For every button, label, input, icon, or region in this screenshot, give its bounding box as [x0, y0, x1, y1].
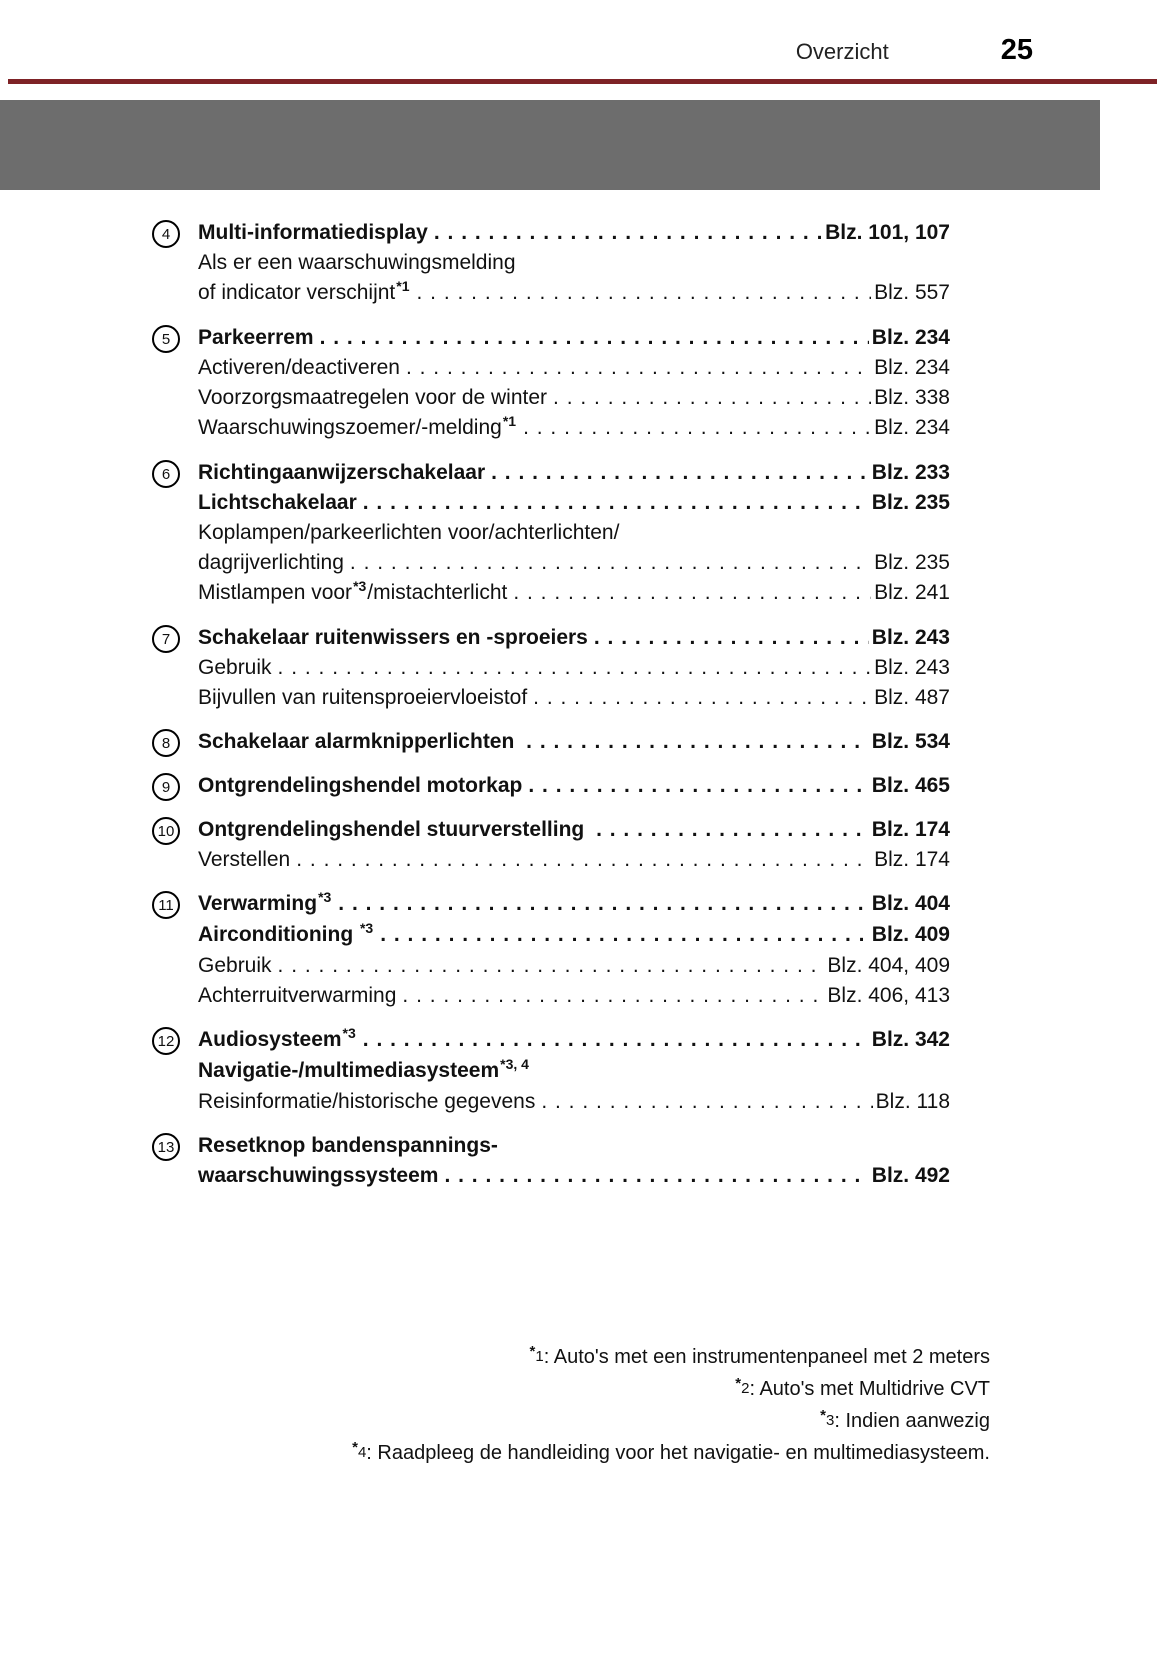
toc-line [198, 1087, 950, 1117]
toc-line [198, 488, 950, 518]
header-rule [8, 79, 1157, 84]
dot-leader [533, 683, 871, 713]
dot-leader [406, 353, 871, 383]
toc-line-text: Achterruitverwarming [198, 984, 397, 1007]
dot-leader [491, 458, 869, 488]
page-ref: Blz. 101, 107 [825, 221, 950, 244]
toc-item [152, 218, 950, 309]
dot-leader [278, 951, 825, 981]
toc-line-text: Activeren/deactiveren [198, 356, 400, 379]
toc-line-text: dagrijverlichting [198, 551, 344, 574]
footnote [352, 1406, 990, 1438]
footnote-asterisk: * [529, 1343, 536, 1360]
dot-leader [528, 771, 868, 801]
toc-line [198, 1161, 950, 1191]
toc-item [152, 458, 950, 609]
footnote-text: : Indien aanwezig [834, 1410, 990, 1432]
item-lines [198, 1131, 950, 1191]
toc-line [198, 771, 950, 801]
toc-line-text: Bijvullen van ruitensproeiervloeistof [198, 686, 528, 709]
page-ref: Blz. 234 [874, 356, 950, 379]
item-number-column [152, 815, 198, 875]
footnote-asterisk: * [735, 1375, 742, 1392]
item-number-column [152, 458, 198, 609]
toc-item [152, 771, 950, 801]
toc-line-text: Gebruik [198, 656, 272, 679]
page-ref: Blz. 174 [874, 848, 950, 871]
toc-line-text: of indicator verschijnt [198, 281, 396, 304]
toc-line [198, 951, 950, 981]
toc-line-text: Parkeerrem [198, 326, 314, 349]
page-ref: Blz. 235 [871, 491, 950, 514]
page-ref: Blz. 409 [871, 923, 950, 946]
page-ref: Blz. 243 [874, 656, 950, 679]
item-number-badge: 5 [152, 325, 180, 353]
dot-leader [523, 413, 871, 443]
item-number-badge: 11 [152, 891, 180, 919]
item-number-badge: 9 [152, 773, 180, 801]
item-lines [198, 218, 950, 309]
page-number: 25 [1000, 34, 1033, 66]
toc-line-text: /mistachterlicht [367, 581, 508, 604]
dot-leader [363, 488, 869, 518]
toc-line [198, 323, 950, 353]
toc-line-text: Airconditioning [198, 923, 359, 946]
item-lines [198, 771, 950, 801]
item-lines [198, 889, 950, 1011]
toc-line-text: Als er een waarschuwingsmelding [198, 251, 516, 274]
toc-line [198, 218, 950, 248]
toc-line-text: Voorzorgsmaatregelen voor de winter [198, 386, 548, 409]
toc-line-text: Audiosysteem [198, 1028, 342, 1051]
dot-leader [320, 323, 869, 353]
page-ref: Blz. 487 [874, 686, 950, 709]
dot-leader [363, 1025, 869, 1055]
item-number-badge: 6 [152, 460, 180, 488]
toc-line [198, 353, 950, 383]
footnote-marker: *3, 4 [500, 1056, 529, 1072]
item-number-column [152, 323, 198, 444]
toc-line-text: Navigatie-/multimediasysteem [198, 1059, 500, 1082]
toc-item [152, 623, 950, 713]
toc-line-text: Multi-informatiedisplay [198, 221, 428, 244]
item-number-column [152, 1131, 198, 1191]
dot-leader [541, 1087, 872, 1117]
item-number-badge: 13 [152, 1133, 180, 1161]
page-ref: Blz. 404, 409 [827, 954, 950, 977]
page-ref: Blz. 174 [871, 818, 950, 841]
footnote-text: : Auto's met Multidrive CVT [749, 1378, 990, 1400]
toc-line [198, 727, 950, 757]
item-number-column [152, 727, 198, 757]
dot-leader [278, 653, 872, 683]
footnote-asterisk: * [352, 1439, 358, 1456]
toc-line [198, 548, 950, 578]
toc-line-text: Richtingaanwijzerschakelaar [198, 461, 486, 484]
footnote-marker: *3 [342, 1025, 356, 1041]
item-lines [198, 458, 950, 609]
footnotes [352, 1342, 990, 1470]
page-ref: Blz. 557 [874, 281, 950, 304]
item-lines [198, 815, 950, 875]
toc-line-text: Ontgrendelingshendel stuurverstelling [198, 818, 591, 841]
item-number-badge: 12 [152, 1027, 180, 1055]
page-ref: Blz. 243 [871, 626, 950, 649]
toc-line-text: Lichtschakelaar [198, 491, 357, 514]
item-number-column [152, 889, 198, 1011]
toc-line-text: waarschuwingssysteem [198, 1164, 439, 1187]
dot-leader [596, 815, 869, 845]
toc-line-text: Verwarming [198, 892, 318, 915]
toc-item [152, 727, 950, 757]
toc-item [152, 1025, 950, 1117]
toc-line-text: Resetknop bandenspannings- [198, 1134, 498, 1157]
toc-line [198, 1025, 950, 1056]
toc-line [198, 815, 950, 845]
toc-line [198, 383, 950, 413]
item-number-column [152, 771, 198, 801]
toc-line [198, 518, 950, 548]
page-ref: Blz. 118 [875, 1090, 950, 1113]
toc-line [198, 981, 950, 1011]
footnote-marker: *1 [502, 413, 517, 429]
toc-line-text: Ontgrendelingshendel motorkap [198, 774, 523, 797]
item-number-badge: 7 [152, 625, 180, 653]
section-title: Overzicht [795, 39, 889, 64]
page-ref: Blz. 338 [874, 386, 950, 409]
dot-leader [417, 278, 872, 308]
toc-list [0, 190, 950, 1191]
toc-line [198, 623, 950, 653]
footnote-number: 1 [535, 1348, 544, 1365]
dot-leader [380, 920, 869, 950]
toc-line [198, 1131, 950, 1161]
toc-line-text: Mistlampen voor [198, 581, 353, 604]
dot-leader [594, 623, 869, 653]
toc-line [198, 920, 950, 951]
dot-leader [402, 981, 824, 1011]
toc-line [198, 458, 950, 488]
item-number-column [152, 623, 198, 713]
dot-leader [526, 727, 869, 757]
dot-leader [444, 1161, 868, 1191]
toc-line [198, 413, 950, 444]
toc-item [152, 1131, 950, 1191]
footnote-text: : Raadpleeg de handleiding voor het navigatie- en multimediasysteem. [366, 1442, 990, 1464]
toc-line-text: Koplampen/parkeerlichten voor/achterlichten/ [198, 521, 620, 544]
toc-line [198, 248, 950, 278]
page-ref: Blz. 234 [874, 416, 950, 439]
page-ref: Blz. 406, 413 [827, 984, 950, 1007]
toc-line [198, 653, 950, 683]
item-number-badge: 10 [152, 817, 180, 845]
page-ref: Blz. 235 [874, 551, 950, 574]
footnote-asterisk: * [820, 1407, 826, 1424]
page-ref: Blz. 534 [871, 730, 950, 753]
footnote-marker: *3 [318, 889, 332, 905]
dot-leader [296, 845, 871, 875]
toc-line [198, 1056, 950, 1087]
footnote-marker: *1 [396, 278, 410, 294]
toc-line-text: Verstellen [198, 848, 291, 871]
item-lines [198, 1025, 950, 1117]
toc-line-text: Waarschuwingszoemer/-melding [198, 416, 502, 439]
page-header [0, 0, 1165, 79]
footnote [352, 1342, 990, 1374]
item-number-column [152, 1025, 198, 1117]
page-ref: Blz. 342 [871, 1028, 950, 1051]
page-ref: Blz. 404 [871, 892, 950, 915]
footnote-marker: *3 [353, 578, 367, 594]
toc-line [198, 889, 950, 920]
page-ref: Blz. 234 [871, 326, 950, 349]
dot-leader [350, 548, 871, 578]
item-number-badge: 8 [152, 729, 180, 757]
toc-line-text: Gebruik [198, 954, 272, 977]
toc-line [198, 578, 950, 609]
dot-leader [513, 578, 871, 608]
footnote-text: : Auto's met een instrumentenpaneel met 2 meters [543, 1346, 990, 1368]
dot-leader [338, 889, 868, 919]
toc-line [198, 683, 950, 713]
toc-item [152, 815, 950, 875]
dot-leader [553, 383, 871, 413]
toc-item [152, 323, 950, 444]
gray-banner [0, 100, 1100, 190]
page-ref: Blz. 233 [871, 461, 950, 484]
page-ref: Blz. 492 [871, 1164, 950, 1187]
toc-line-text: Schakelaar alarmknipperlichten [198, 730, 521, 753]
toc-line [198, 278, 950, 309]
page-ref: Blz. 465 [871, 774, 950, 797]
dot-leader [434, 218, 822, 248]
item-number-column [152, 218, 198, 309]
footnote [352, 1438, 990, 1470]
footnote-number: 3 [825, 1412, 835, 1429]
footnote [352, 1374, 990, 1406]
toc-line [198, 845, 950, 875]
footnote-marker: *3 [359, 920, 374, 936]
item-lines [198, 623, 950, 713]
item-lines [198, 323, 950, 444]
toc-item [152, 889, 950, 1011]
page-ref: Blz. 241 [874, 581, 950, 604]
footnote-number: 2 [741, 1380, 750, 1397]
item-lines [198, 727, 950, 757]
toc-line-text: Reisinformatie/historische gegevens [198, 1090, 536, 1113]
toc-line-text: Schakelaar ruitenwissers en -sproeiers [198, 626, 588, 649]
item-number-badge: 4 [152, 220, 180, 248]
footnote-number: 4 [357, 1444, 367, 1461]
